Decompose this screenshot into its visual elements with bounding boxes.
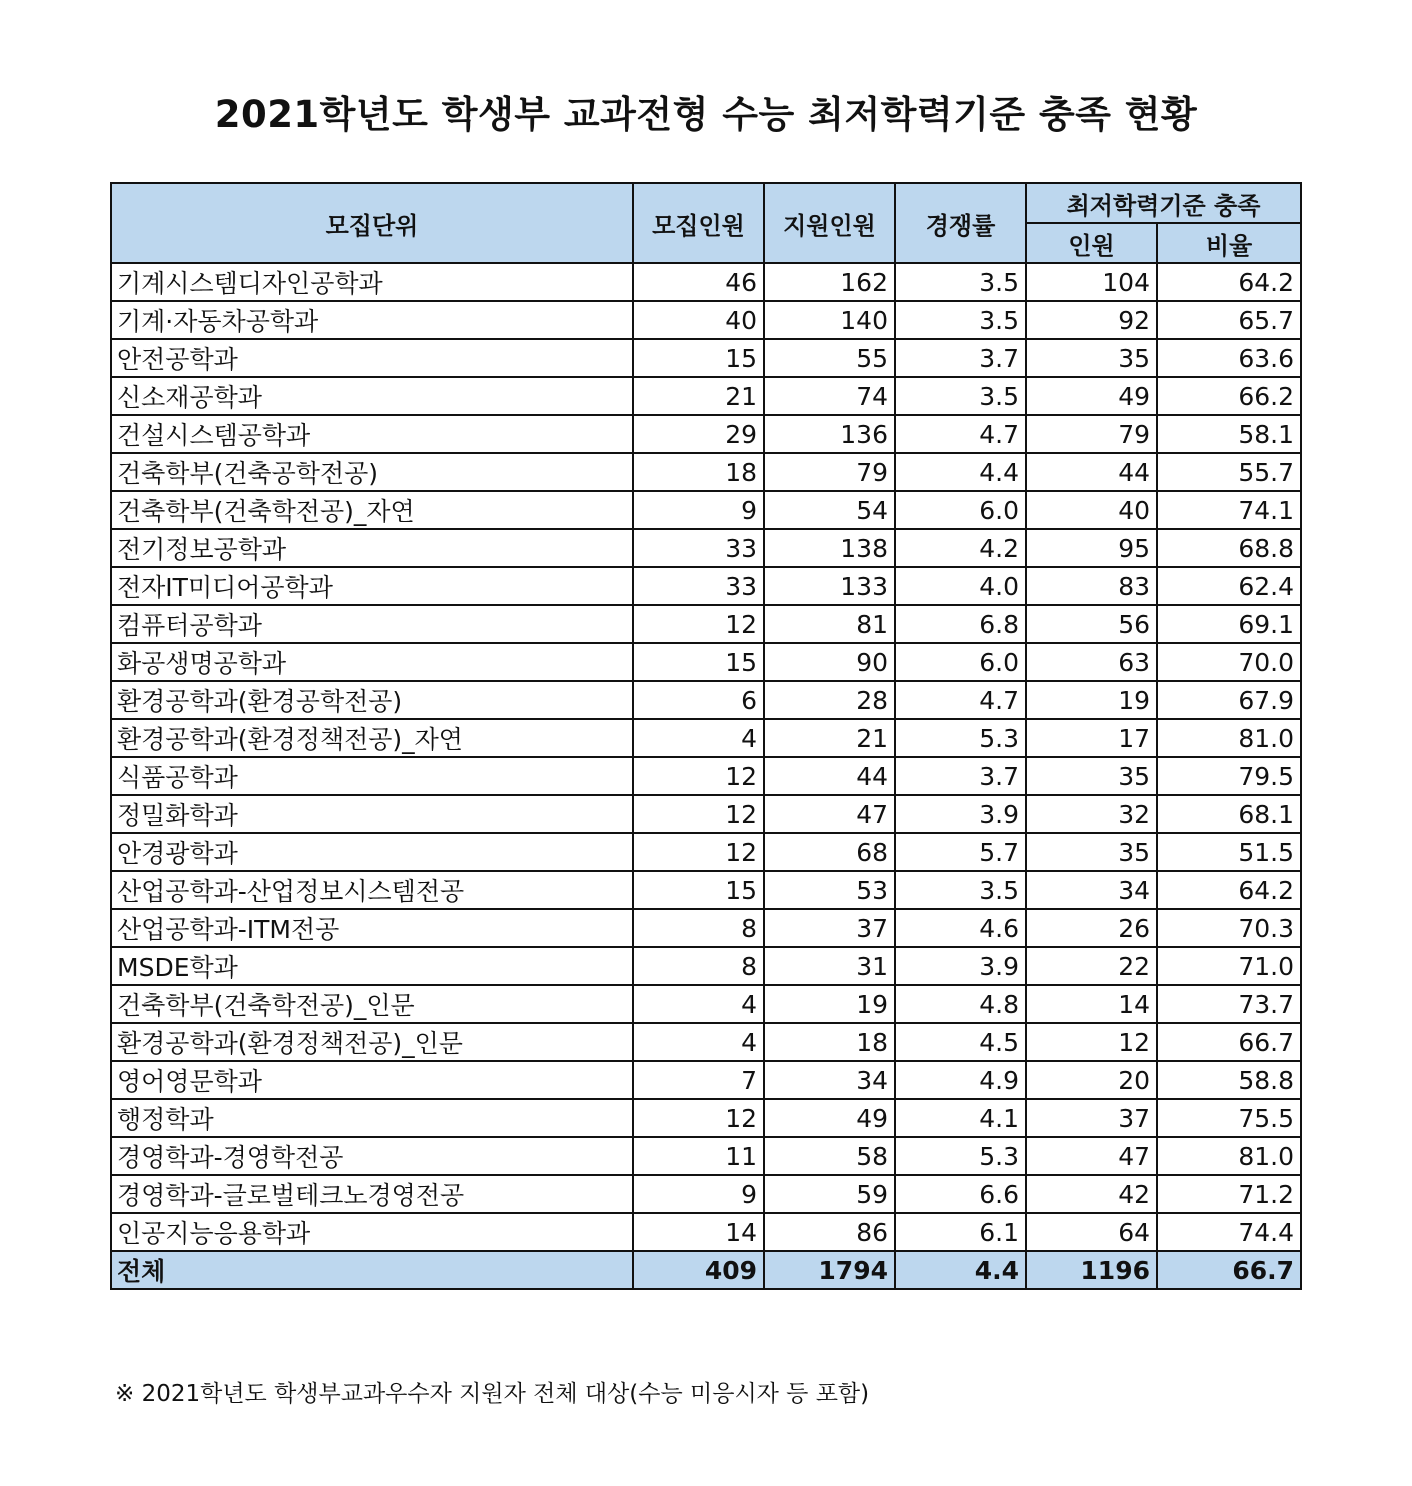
cell-quota: 9 — [633, 491, 764, 529]
cell-ratio: 4.2 — [895, 529, 1026, 567]
table-row — [111, 605, 1301, 643]
cell-met-count: 14 — [1026, 985, 1157, 1023]
cell-ratio: 4.8 — [895, 985, 1026, 1023]
cell-met-count: 92 — [1026, 301, 1157, 339]
cell-unit: 기계시스템디자인공학과 — [111, 263, 633, 301]
table-row — [111, 567, 1301, 605]
header-quota: 모집인원 — [633, 183, 764, 263]
cell-applicants: 162 — [764, 263, 895, 301]
cell-ratio: 4.9 — [895, 1061, 1026, 1099]
cell-met-rate: 74.4 — [1157, 1213, 1301, 1251]
table-row — [111, 719, 1301, 757]
footnote: ※ 2021학년도 학생부교과우수자 지원자 전체 대상(수능 미응시자 등 포함) — [115, 1381, 870, 1407]
cell-quota: 12 — [633, 1099, 764, 1137]
table-row — [111, 909, 1301, 947]
cell-applicants: 31 — [764, 947, 895, 985]
cell-unit: 전자IT미디어공학과 — [111, 567, 633, 605]
cell-ratio: 3.5 — [895, 301, 1026, 339]
cell-unit: 신소재공학과 — [111, 377, 633, 415]
cell-met-count: 32 — [1026, 795, 1157, 833]
cell-applicants: 138 — [764, 529, 895, 567]
cell-quota: 409 — [633, 1251, 764, 1289]
cell-met-rate: 73.7 — [1157, 985, 1301, 1023]
cell-ratio: 4.0 — [895, 567, 1026, 605]
cell-met-count: 19 — [1026, 681, 1157, 719]
admission-table — [110, 182, 1302, 1290]
header-met-rate: 비율 — [1157, 223, 1301, 263]
cell-ratio: 6.8 — [895, 605, 1026, 643]
cell-met-count: 95 — [1026, 529, 1157, 567]
cell-met-rate: 64.2 — [1157, 871, 1301, 909]
cell-unit: 화공생명공학과 — [111, 643, 633, 681]
cell-quota: 21 — [633, 377, 764, 415]
cell-ratio: 4.4 — [895, 453, 1026, 491]
table-row — [111, 795, 1301, 833]
cell-quota: 18 — [633, 453, 764, 491]
cell-ratio: 4.5 — [895, 1023, 1026, 1061]
cell-met-rate: 70.3 — [1157, 909, 1301, 947]
cell-met-count: 12 — [1026, 1023, 1157, 1061]
cell-unit: 건축학부(건축학전공)_자연 — [111, 491, 633, 529]
cell-applicants: 90 — [764, 643, 895, 681]
cell-met-count: 26 — [1026, 909, 1157, 947]
cell-quota: 15 — [633, 339, 764, 377]
table-row — [111, 757, 1301, 795]
table-row — [111, 947, 1301, 985]
cell-ratio: 3.5 — [895, 263, 1026, 301]
cell-met-count: 20 — [1026, 1061, 1157, 1099]
cell-met-rate: 58.1 — [1157, 415, 1301, 453]
cell-quota: 33 — [633, 529, 764, 567]
cell-quota: 12 — [633, 605, 764, 643]
table-row — [111, 643, 1301, 681]
table-row — [111, 871, 1301, 909]
cell-quota: 14 — [633, 1213, 764, 1251]
cell-unit: 정밀화학과 — [111, 795, 633, 833]
cell-met-rate: 70.0 — [1157, 643, 1301, 681]
cell-quota: 46 — [633, 263, 764, 301]
header-min-standard-group: 최저학력기준 충족 — [1026, 183, 1301, 223]
cell-quota: 11 — [633, 1137, 764, 1175]
cell-applicants: 54 — [764, 491, 895, 529]
cell-applicants: 53 — [764, 871, 895, 909]
cell-quota: 40 — [633, 301, 764, 339]
cell-applicants: 74 — [764, 377, 895, 415]
cell-met-rate: 66.7 — [1157, 1023, 1301, 1061]
cell-unit: 컴퓨터공학과 — [111, 605, 633, 643]
cell-met-count: 83 — [1026, 567, 1157, 605]
cell-met-rate: 66.7 — [1157, 1251, 1301, 1289]
cell-unit: 산업공학과-ITM전공 — [111, 909, 633, 947]
cell-unit: 안전공학과 — [111, 339, 633, 377]
cell-ratio: 3.9 — [895, 947, 1026, 985]
header-unit: 모집단위 — [111, 183, 633, 263]
cell-met-rate: 55.7 — [1157, 453, 1301, 491]
table-row — [111, 415, 1301, 453]
cell-ratio: 5.3 — [895, 1137, 1026, 1175]
cell-unit: 인공지능응용학과 — [111, 1213, 633, 1251]
cell-applicants: 68 — [764, 833, 895, 871]
table-row — [111, 301, 1301, 339]
cell-quota: 33 — [633, 567, 764, 605]
cell-met-rate: 71.2 — [1157, 1175, 1301, 1213]
cell-applicants: 58 — [764, 1137, 895, 1175]
cell-met-count: 40 — [1026, 491, 1157, 529]
cell-unit: 산업공학과-산업정보시스템전공 — [111, 871, 633, 909]
cell-ratio: 3.9 — [895, 795, 1026, 833]
cell-quota: 12 — [633, 757, 764, 795]
cell-quota: 8 — [633, 947, 764, 985]
cell-applicants: 19 — [764, 985, 895, 1023]
table-row — [111, 833, 1301, 871]
cell-applicants: 81 — [764, 605, 895, 643]
cell-met-rate: 69.1 — [1157, 605, 1301, 643]
header-ratio: 경쟁률 — [895, 183, 1026, 263]
table-body — [111, 263, 1301, 1289]
cell-ratio: 3.7 — [895, 339, 1026, 377]
cell-met-rate: 67.9 — [1157, 681, 1301, 719]
cell-ratio: 4.6 — [895, 909, 1026, 947]
cell-unit: 행정학과 — [111, 1099, 633, 1137]
cell-quota: 4 — [633, 719, 764, 757]
cell-met-count: 79 — [1026, 415, 1157, 453]
cell-unit: 전기정보공학과 — [111, 529, 633, 567]
cell-applicants: 21 — [764, 719, 895, 757]
cell-applicants: 133 — [764, 567, 895, 605]
cell-unit: 환경공학과(환경정책전공)_인문 — [111, 1023, 633, 1061]
cell-applicants: 47 — [764, 795, 895, 833]
cell-applicants: 18 — [764, 1023, 895, 1061]
cell-met-rate: 66.2 — [1157, 377, 1301, 415]
table-row — [111, 1023, 1301, 1061]
cell-quota: 15 — [633, 643, 764, 681]
cell-met-rate: 65.7 — [1157, 301, 1301, 339]
cell-met-count: 34 — [1026, 871, 1157, 909]
cell-met-rate: 81.0 — [1157, 1137, 1301, 1175]
table-row — [111, 263, 1301, 301]
cell-applicants: 136 — [764, 415, 895, 453]
header-met-count: 인원 — [1026, 223, 1157, 263]
cell-met-count: 104 — [1026, 263, 1157, 301]
cell-ratio: 6.0 — [895, 643, 1026, 681]
cell-quota: 6 — [633, 681, 764, 719]
cell-ratio: 3.5 — [895, 377, 1026, 415]
cell-unit: MSDE학과 — [111, 947, 633, 985]
table-row — [111, 529, 1301, 567]
cell-met-count: 64 — [1026, 1213, 1157, 1251]
cell-applicants: 37 — [764, 909, 895, 947]
cell-quota: 8 — [633, 909, 764, 947]
cell-applicants: 1794 — [764, 1251, 895, 1289]
cell-unit: 영어영문학과 — [111, 1061, 633, 1099]
cell-unit: 건설시스템공학과 — [111, 415, 633, 453]
cell-unit: 안경광학과 — [111, 833, 633, 871]
cell-met-rate: 64.2 — [1157, 263, 1301, 301]
cell-met-rate: 68.8 — [1157, 529, 1301, 567]
table-row — [111, 1213, 1301, 1251]
cell-applicants: 49 — [764, 1099, 895, 1137]
cell-met-rate: 58.8 — [1157, 1061, 1301, 1099]
cell-applicants: 55 — [764, 339, 895, 377]
header-applicants: 지원인원 — [764, 183, 895, 263]
cell-met-count: 47 — [1026, 1137, 1157, 1175]
cell-quota: 4 — [633, 1023, 764, 1061]
cell-unit: 환경공학과(환경공학전공) — [111, 681, 633, 719]
cell-quota: 4 — [633, 985, 764, 1023]
table-row — [111, 1099, 1301, 1137]
cell-applicants: 34 — [764, 1061, 895, 1099]
table-row — [111, 453, 1301, 491]
cell-met-count: 17 — [1026, 719, 1157, 757]
cell-met-count: 42 — [1026, 1175, 1157, 1213]
cell-unit: 기계·자동차공학과 — [111, 301, 633, 339]
table-row — [111, 681, 1301, 719]
cell-ratio: 6.1 — [895, 1213, 1026, 1251]
cell-met-count: 63 — [1026, 643, 1157, 681]
total-row — [111, 1251, 1301, 1289]
cell-met-count: 35 — [1026, 757, 1157, 795]
cell-unit: 식품공학과 — [111, 757, 633, 795]
table-row — [111, 985, 1301, 1023]
cell-applicants: 140 — [764, 301, 895, 339]
page-title: 2021학년도 학생부 교과전형 수능 최저학력기준 충족 현황 — [214, 93, 1198, 136]
cell-unit: 경영학과-경영학전공 — [111, 1137, 633, 1175]
cell-ratio: 3.7 — [895, 757, 1026, 795]
cell-unit: 환경공학과(환경정책전공)_자연 — [111, 719, 633, 757]
cell-ratio: 4.4 — [895, 1251, 1026, 1289]
cell-met-count: 49 — [1026, 377, 1157, 415]
cell-met-count: 35 — [1026, 833, 1157, 871]
cell-met-rate: 81.0 — [1157, 719, 1301, 757]
table-row — [111, 339, 1301, 377]
cell-met-count: 44 — [1026, 453, 1157, 491]
cell-ratio: 3.5 — [895, 871, 1026, 909]
cell-met-count: 56 — [1026, 605, 1157, 643]
cell-ratio: 4.7 — [895, 415, 1026, 453]
cell-quota: 29 — [633, 415, 764, 453]
cell-ratio: 4.1 — [895, 1099, 1026, 1137]
table-row — [111, 1061, 1301, 1099]
cell-met-rate: 51.5 — [1157, 833, 1301, 871]
cell-met-rate: 63.6 — [1157, 339, 1301, 377]
table-row — [111, 1137, 1301, 1175]
table-row — [111, 1175, 1301, 1213]
cell-applicants: 59 — [764, 1175, 895, 1213]
table-row — [111, 491, 1301, 529]
cell-applicants: 86 — [764, 1213, 895, 1251]
cell-applicants: 28 — [764, 681, 895, 719]
cell-met-count: 37 — [1026, 1099, 1157, 1137]
cell-quota: 12 — [633, 833, 764, 871]
cell-ratio: 6.6 — [895, 1175, 1026, 1213]
cell-met-rate: 68.1 — [1157, 795, 1301, 833]
cell-ratio: 4.7 — [895, 681, 1026, 719]
cell-unit: 전체 — [111, 1251, 633, 1289]
cell-quota: 12 — [633, 795, 764, 833]
cell-met-rate: 79.5 — [1157, 757, 1301, 795]
cell-unit: 경영학과-글로벌테크노경영전공 — [111, 1175, 633, 1213]
cell-ratio: 5.7 — [895, 833, 1026, 871]
cell-met-rate: 71.0 — [1157, 947, 1301, 985]
cell-applicants: 79 — [764, 453, 895, 491]
cell-unit: 건축학부(건축학전공)_인문 — [111, 985, 633, 1023]
cell-unit: 건축학부(건축공학전공) — [111, 453, 633, 491]
table-row — [111, 377, 1301, 415]
cell-met-rate: 75.5 — [1157, 1099, 1301, 1137]
cell-ratio: 5.3 — [895, 719, 1026, 757]
cell-met-count: 1196 — [1026, 1251, 1157, 1289]
cell-quota: 7 — [633, 1061, 764, 1099]
cell-met-count: 35 — [1026, 339, 1157, 377]
cell-applicants: 44 — [764, 757, 895, 795]
cell-met-rate: 62.4 — [1157, 567, 1301, 605]
cell-quota: 9 — [633, 1175, 764, 1213]
cell-ratio: 6.0 — [895, 491, 1026, 529]
cell-quota: 15 — [633, 871, 764, 909]
cell-met-count: 22 — [1026, 947, 1157, 985]
cell-met-rate: 74.1 — [1157, 491, 1301, 529]
